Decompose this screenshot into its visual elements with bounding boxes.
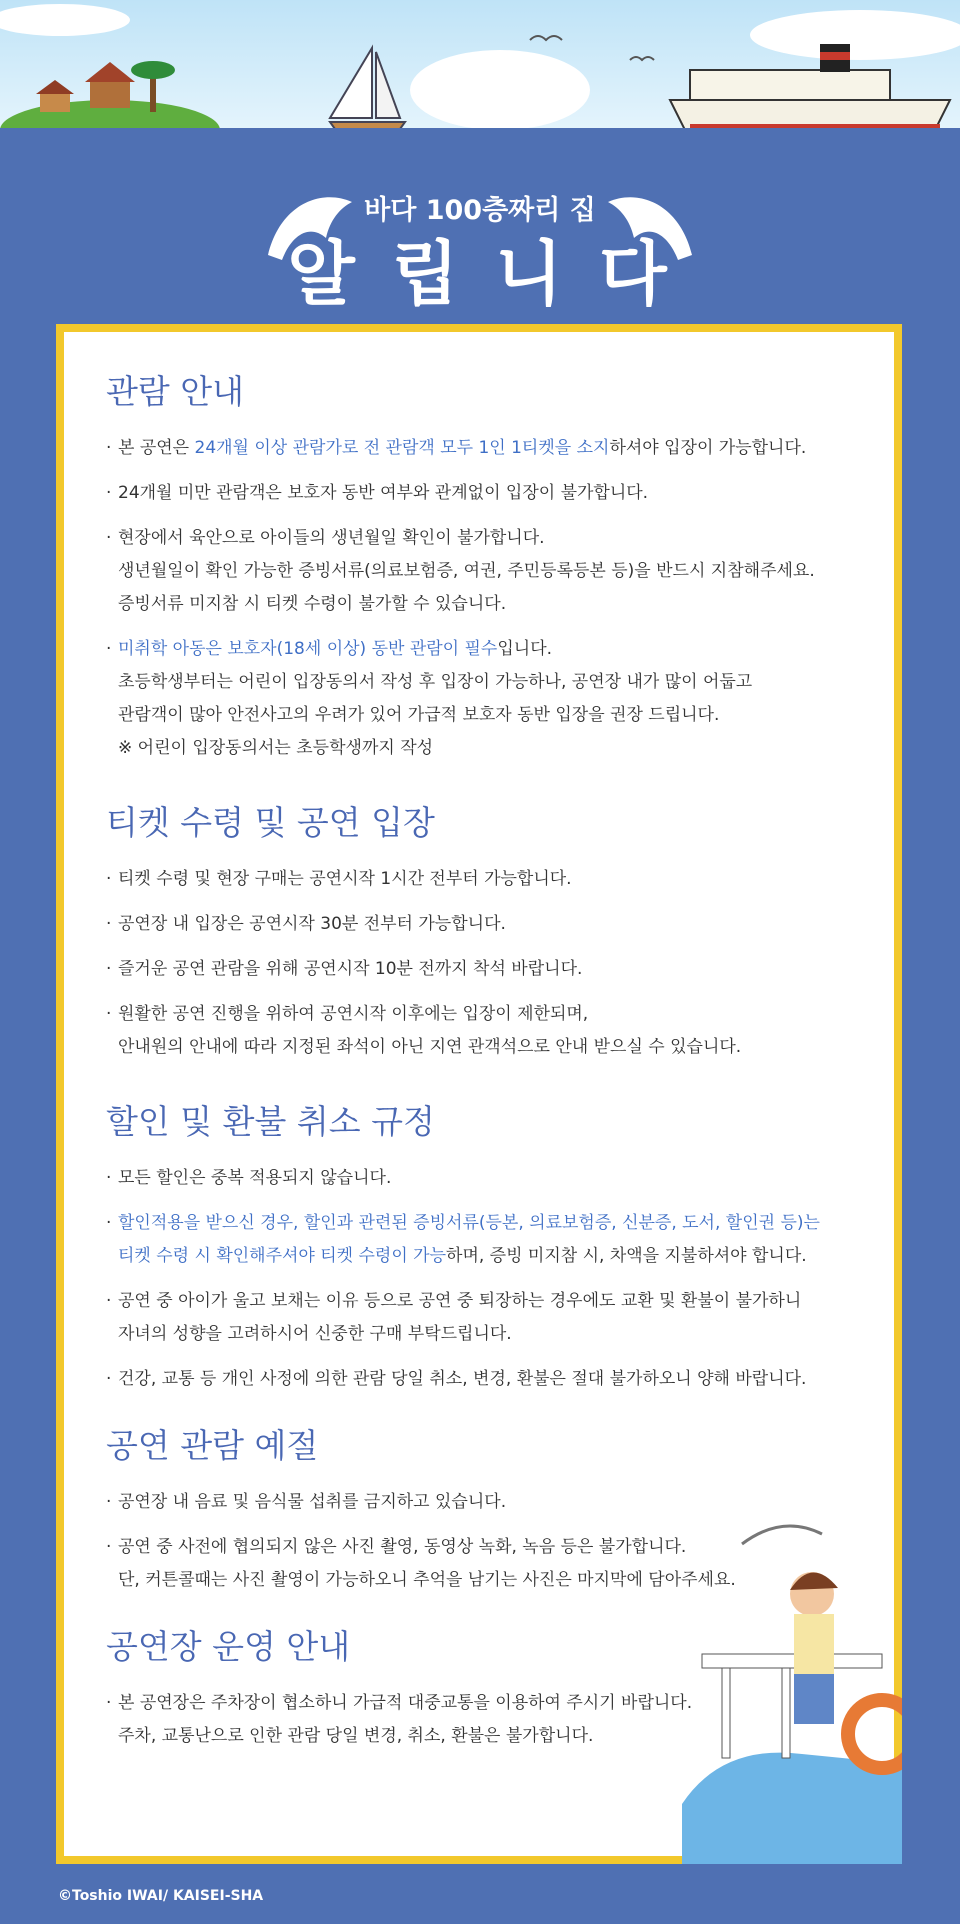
notice-line bbox=[106, 1363, 886, 1396]
notice-text: 즐거운 공연 관람을 위해 공연시작 10분 전까지 착석 바랍니다. bbox=[118, 959, 583, 979]
notice-line bbox=[106, 908, 886, 941]
bullet-icon: · bbox=[106, 1537, 112, 1557]
notice-text: 공연장 내 음료 및 음식물 섭취를 금지하고 있습니다. bbox=[118, 1492, 507, 1512]
notice-text: 하셔야 입장이 가능합니다. bbox=[609, 438, 807, 458]
notice-text: ※ 어린이 입장동의서는 초등학생까지 작성 bbox=[118, 738, 434, 758]
notice-item bbox=[106, 477, 886, 510]
bullet-icon: · bbox=[106, 1492, 112, 1512]
notice-text: 공연장 내 입장은 공연시작 30분 전부터 가능합니다. bbox=[118, 914, 506, 934]
notice-section bbox=[106, 372, 886, 765]
notice-text: 증빙서류 미지참 시 티켓 수령이 불가할 수 있습니다. bbox=[118, 594, 507, 614]
notice-text: 관람객이 많아 안전사고의 우려가 있어 가급적 보호자 동반 입장을 권장 드립니다. bbox=[118, 705, 720, 725]
notice-item bbox=[106, 1285, 886, 1351]
notice-item bbox=[106, 953, 886, 986]
bullet-icon: · bbox=[106, 1213, 112, 1233]
bullet-icon: · bbox=[106, 639, 112, 659]
notice-line bbox=[106, 1031, 886, 1064]
notice-section bbox=[106, 1102, 886, 1396]
notice-text: 공연 중 아이가 울고 보채는 이유 등으로 공연 중 퇴장하는 경우에도 교환 및 환불이 불가하니 bbox=[118, 1291, 802, 1311]
section-title: 공연장 운영 안내 bbox=[106, 1627, 351, 1666]
notice-text: 단, 커튼콜때는 사진 촬영이 가능하오니 추억을 남기는 사진은 마지막에 담아주세요. bbox=[118, 1570, 736, 1590]
notice-card bbox=[56, 324, 902, 1864]
highlighted-text: 미취학 아동은 보호자(18세 이상) 동반 관람이 필수 bbox=[118, 639, 498, 659]
notice-item bbox=[106, 863, 886, 896]
seagull-icon bbox=[742, 1526, 822, 1544]
notice-line bbox=[106, 633, 886, 666]
notice-item bbox=[106, 998, 886, 1064]
notice-line bbox=[106, 863, 886, 896]
bullet-icon: · bbox=[106, 914, 112, 934]
notice-text: 안내원의 안내에 따라 지정된 좌석이 아닌 지연 관객석으로 안내 받으실 수 있습니다. bbox=[118, 1037, 742, 1057]
highlighted-text: 할인적용을 받으신 경우, 할인과 관련된 증빙서류(등본, 의료보험증, 신분증, 도서, 할인권 등)는 bbox=[118, 1213, 820, 1233]
section-title: 할인 및 환불 취소 규정 bbox=[106, 1102, 435, 1141]
notice-text: 본 공연은 bbox=[118, 438, 195, 458]
bullet-icon: · bbox=[106, 483, 112, 503]
bullet-icon: · bbox=[106, 1291, 112, 1311]
notice-item bbox=[106, 1207, 886, 1273]
ship-icon bbox=[670, 44, 950, 140]
notice-line bbox=[106, 953, 886, 986]
highlighted-text: 24개월 이상 관람가로 전 관람객 모두 1인 1티켓을 소지 bbox=[194, 438, 610, 458]
banner-subtitle: 바다 100층짜리 집 bbox=[364, 195, 596, 226]
notice-line bbox=[106, 555, 886, 588]
notice-line bbox=[106, 522, 886, 555]
highlighted-text: 티켓 수령 시 확인해주셔야 티켓 수령이 가능 bbox=[118, 1246, 447, 1266]
notice-section bbox=[106, 803, 886, 1064]
bullet-icon: · bbox=[106, 1369, 112, 1389]
notice-line bbox=[106, 998, 886, 1031]
notice-text: 티켓 수령 및 현장 구매는 공연시작 1시간 전부터 가능합니다. bbox=[118, 869, 572, 889]
notice-line bbox=[106, 1162, 886, 1195]
notice-line bbox=[106, 588, 886, 621]
section-title: 티켓 수령 및 공연 입장 bbox=[106, 803, 435, 842]
notice-text: 자녀의 성향을 고려하시어 신중한 구매 부탁드립니다. bbox=[118, 1324, 512, 1344]
bullet-icon: · bbox=[106, 438, 112, 458]
notice-text: 24개월 미만 관람객은 보호자 동반 여부와 관계없이 입장이 불가합니다. bbox=[118, 483, 649, 503]
notice-text: 건강, 교통 등 개인 사정에 의한 관람 당일 취소, 변경, 환불은 절대 불가하오니 양해 바랍니다. bbox=[118, 1369, 807, 1389]
bullet-icon: · bbox=[106, 1693, 112, 1713]
notice-line bbox=[106, 1285, 886, 1318]
notice-item bbox=[106, 1363, 886, 1396]
notice-text: 공연 중 사전에 협의되지 않은 사진 촬영, 동영상 녹화, 녹음 등은 불가합니다. bbox=[118, 1537, 687, 1557]
notice-text: 초등학생부터는 어린이 입장동의서 작성 후 입장이 가능하나, 공연장 내가 많이 어둡고 bbox=[118, 672, 753, 692]
notice-line bbox=[106, 732, 886, 765]
bullet-icon: · bbox=[106, 959, 112, 979]
notice-line bbox=[106, 666, 886, 699]
notice-item bbox=[106, 633, 886, 765]
notice-text: 모든 할인은 중복 적용되지 않습니다. bbox=[118, 1168, 392, 1188]
notice-line bbox=[106, 477, 886, 510]
notice-item bbox=[106, 908, 886, 941]
bullet-icon: · bbox=[106, 869, 112, 889]
bullet-icon: · bbox=[106, 528, 112, 548]
notice-line bbox=[106, 1240, 886, 1273]
notice-text: 주차, 교통난으로 인한 관람 당일 변경, 취소, 환불은 불가합니다. bbox=[118, 1726, 594, 1746]
notice-text: 현장에서 육안으로 아이들의 생년월일 확인이 불가합니다. bbox=[118, 528, 545, 548]
notice-line bbox=[106, 699, 886, 732]
bullet-icon: · bbox=[106, 1168, 112, 1188]
sailboat-icon bbox=[330, 48, 405, 136]
notice-text: 본 공연장은 주차장이 협소하니 가급적 대중교통을 이용하여 주시기 바랍니다. bbox=[118, 1693, 693, 1713]
notice-item bbox=[106, 522, 886, 621]
notice-text: 하며, 증빙 미지참 시, 차액을 지불하셔야 합니다. bbox=[446, 1246, 807, 1266]
notice-text: 입니다. bbox=[497, 639, 553, 659]
notice-text: 원활한 공연 진행을 위하여 공연시작 이후에는 입장이 제한되며, bbox=[118, 1004, 589, 1024]
notice-text: 생년월일이 확인 가능한 증빙서류(의료보험증, 여권, 주민등록등본 등)을 반드시 지참해주세요. bbox=[118, 561, 815, 581]
notice-line bbox=[106, 1318, 886, 1351]
notice-line bbox=[106, 432, 886, 465]
banner-title: 알 립 니 다 bbox=[287, 233, 673, 315]
bullet-icon: · bbox=[106, 1004, 112, 1024]
seagull-icon bbox=[530, 36, 562, 40]
notice-item bbox=[106, 1162, 886, 1195]
girl-on-boat-illustration bbox=[682, 1504, 902, 1864]
copyright: ©Toshio IWAI/ KAISEI-SHA bbox=[58, 1888, 264, 1904]
notice-item bbox=[106, 432, 886, 465]
notice-line bbox=[106, 1207, 886, 1240]
section-title: 공연 관람 예절 bbox=[106, 1426, 319, 1465]
section-title: 관람 안내 bbox=[106, 372, 245, 411]
